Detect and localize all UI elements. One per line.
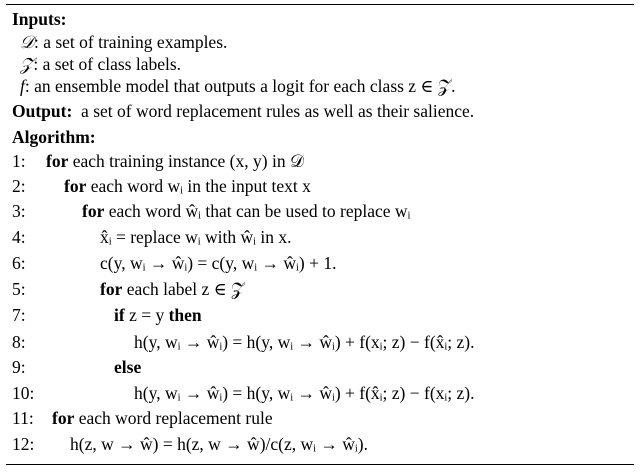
step-5-text: for each label z ∈ 𝒵: [100, 279, 245, 299]
step-4-text: x̂ᵢ = replace wᵢ with ŵᵢ in x.: [100, 227, 292, 247]
input-z-symbol: 𝒵: [20, 54, 34, 74]
step-6-text: c(y, wᵢ → ŵᵢ) = c(y, wᵢ → ŵᵢ) + 1.: [100, 253, 337, 273]
step-1-num: 1:: [12, 151, 26, 171]
step-3-num: 3:: [12, 201, 26, 221]
output-line: [12, 101, 474, 121]
input-z-text: : a set of class labels.: [33, 54, 182, 74]
step-3-text: for each word ŵᵢ that can be used to replace wᵢ: [82, 201, 411, 221]
step-12-num: 12:: [12, 434, 35, 454]
step-6-num: 6:: [12, 253, 26, 273]
input-f-text: : an ensemble model that outputs a logit for each class z ∈ 𝒵.: [24, 76, 456, 96]
step-2-text: for each word wᵢ in the input text x: [64, 176, 311, 196]
input-z: [20, 54, 181, 74]
input-f: [20, 76, 455, 96]
step-1-text: for each training instance (x, y) in 𝒟: [46, 151, 304, 171]
step-5-num: 5:: [12, 279, 26, 299]
step-10-num: 10:: [12, 383, 35, 403]
input-d-text: : a set of training examples.: [33, 32, 228, 52]
step-7-num: 7:: [12, 305, 26, 325]
step-9-text: else: [114, 357, 142, 377]
algorithm-header: Algorithm:: [12, 127, 96, 147]
top-rule: [6, 4, 634, 5]
step-10-text: h(y, wᵢ → ŵᵢ) = h(y, wᵢ → ŵᵢ) + f(x̂ᵢ; z) − f(xᵢ; z).: [134, 383, 475, 403]
input-f-symbol: f: [20, 76, 25, 96]
inputs-header: Inputs:: [12, 9, 67, 29]
bottom-rule: [6, 464, 634, 465]
output-text: a set of word replacement rules as well as their salience.: [81, 101, 475, 121]
step-7-text: if z = y then: [114, 305, 202, 325]
input-d-symbol: 𝒟: [20, 32, 34, 52]
step-11-text: for each word replacement rule: [52, 408, 273, 428]
step-8-num: 8:: [12, 332, 26, 352]
step-12-text: h(z, w → ŵ) = h(z, w → ŵ)/c(z, wᵢ → ŵᵢ).: [70, 434, 368, 454]
input-d: [20, 32, 227, 52]
step-11-num: 11:: [12, 408, 34, 428]
step-4-num: 4:: [12, 227, 26, 247]
step-2-num: 2:: [12, 176, 26, 196]
output-header: Output:: [12, 101, 73, 121]
step-8-text: h(y, wᵢ → ŵᵢ) = h(y, wᵢ → ŵᵢ) + f(xᵢ; z) − f(x̂ᵢ; z).: [134, 332, 475, 352]
step-9-num: 9:: [12, 357, 26, 377]
